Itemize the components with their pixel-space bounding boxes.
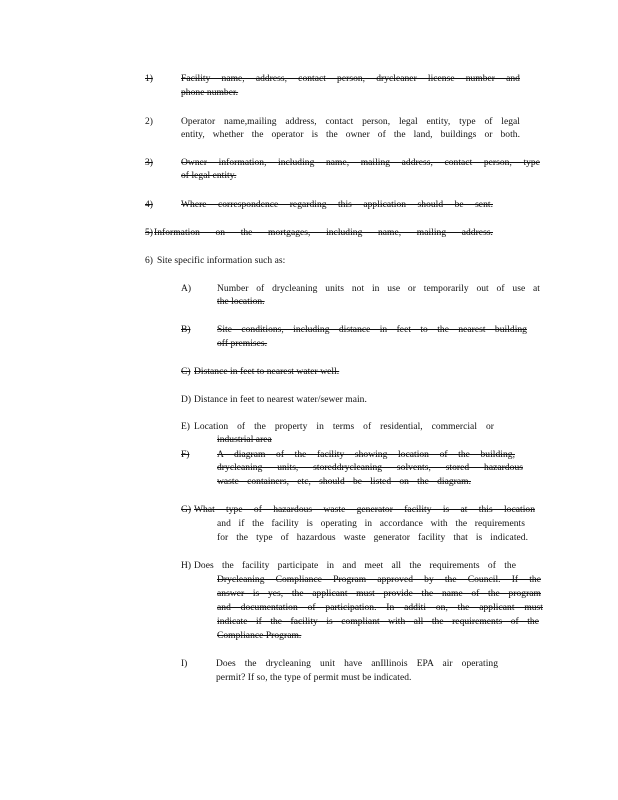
sub-b-line-2: off premises.	[217, 339, 268, 349]
sub-h-line-5: indicate if the facility is compliant with all the requirements of the	[217, 617, 539, 627]
item-3-line-1: Owner information, including name, mailing address, contact person, type	[181, 158, 540, 168]
item-number: 3)	[145, 158, 153, 168]
sub-i-line-2: permit? If so, the type of permit must be indicated.	[216, 673, 412, 683]
sub-h-line-3: answer is yes, the applicant must provide the name of the program	[217, 589, 541, 599]
sub-g-line-2: and if the facility is operating in accordance with the requirements	[217, 519, 525, 529]
sub-a-line-2: the location.	[217, 297, 265, 307]
sub-a-line-1: Number of drycleaning units not in use or temporarily out of use at	[217, 284, 540, 294]
sub-item-label: H)	[181, 561, 192, 571]
sub-item-label: D)	[181, 395, 192, 405]
sub-c-line-1: Distance in feet to nearest water well.	[194, 367, 340, 377]
sub-h-line-4: and documentation of participation. In additi on, the applicant must	[217, 603, 543, 613]
sub-f-line-3: waste containers, etc, should be listed on the diagram.	[217, 477, 471, 487]
sub-h-line-1: Does the facility participate in and meet all the requirements of the	[194, 561, 516, 571]
sub-item-label: I)	[181, 659, 188, 669]
item-3-line-2: of legal entity.	[181, 171, 237, 181]
sub-g-line-1: What type of hazardous waste generator facility is at this location	[194, 505, 535, 515]
item-2-line-1: Operator name,mailing address, contact person, legal entity, type of legal	[181, 117, 520, 127]
sub-h-line-6: Compliance Program.	[217, 631, 302, 641]
item-number: 2)	[145, 117, 153, 127]
sub-item-label: G)	[181, 505, 192, 515]
item-5-line-1: Information on the mortgages, including name, mailing address.	[154, 228, 493, 238]
item-number: 4)	[145, 200, 153, 210]
sub-item-label: E)	[181, 422, 190, 432]
sub-f-line-1: A diagram of the facility showing location of the building,	[217, 450, 515, 460]
sub-item-label: F)	[181, 450, 190, 460]
sub-e-line-1: Location of the property in terms of residential, commercial or	[194, 422, 494, 432]
item-4-line-1: Where correspondence regarding this application should be sent.	[181, 200, 493, 210]
item-number: 1)	[145, 74, 153, 84]
item-6-line-1: Site specific information such as:	[157, 256, 286, 266]
sub-item-label: B)	[181, 325, 191, 335]
sub-d-line-1: Distance in feet to nearest water/sewer main.	[194, 395, 367, 405]
sub-f-line-2: drycleaning units, storeddrycleaning solvents, stored hazardous	[217, 463, 523, 473]
sub-item-label: A)	[181, 284, 192, 294]
sub-i-line-1: Does the drycleaning unit have anIllinois EPA air operating	[216, 659, 498, 669]
item-number: 5)	[145, 228, 153, 238]
item-2-line-2: entity, whether the operator is the owner of the land, buildings or both.	[181, 130, 520, 140]
item-1-line-1: Facility name, address, contact person, drycleaner license number and	[181, 74, 520, 84]
sub-b-line-1: Site conditions, including distance in feet to the nearest building	[217, 325, 527, 335]
sub-item-label: C)	[181, 367, 191, 377]
item-1-line-2: phone number.	[181, 88, 239, 98]
sub-g-line-3: for the type of hazardous waste generator facility that is indicated.	[217, 533, 528, 543]
sub-e-line-2: industrial area	[217, 435, 272, 445]
item-number: 6)	[145, 256, 153, 266]
sub-h-line-2: Drycleaning Compliance Program approved by the Council. If the	[217, 575, 541, 585]
